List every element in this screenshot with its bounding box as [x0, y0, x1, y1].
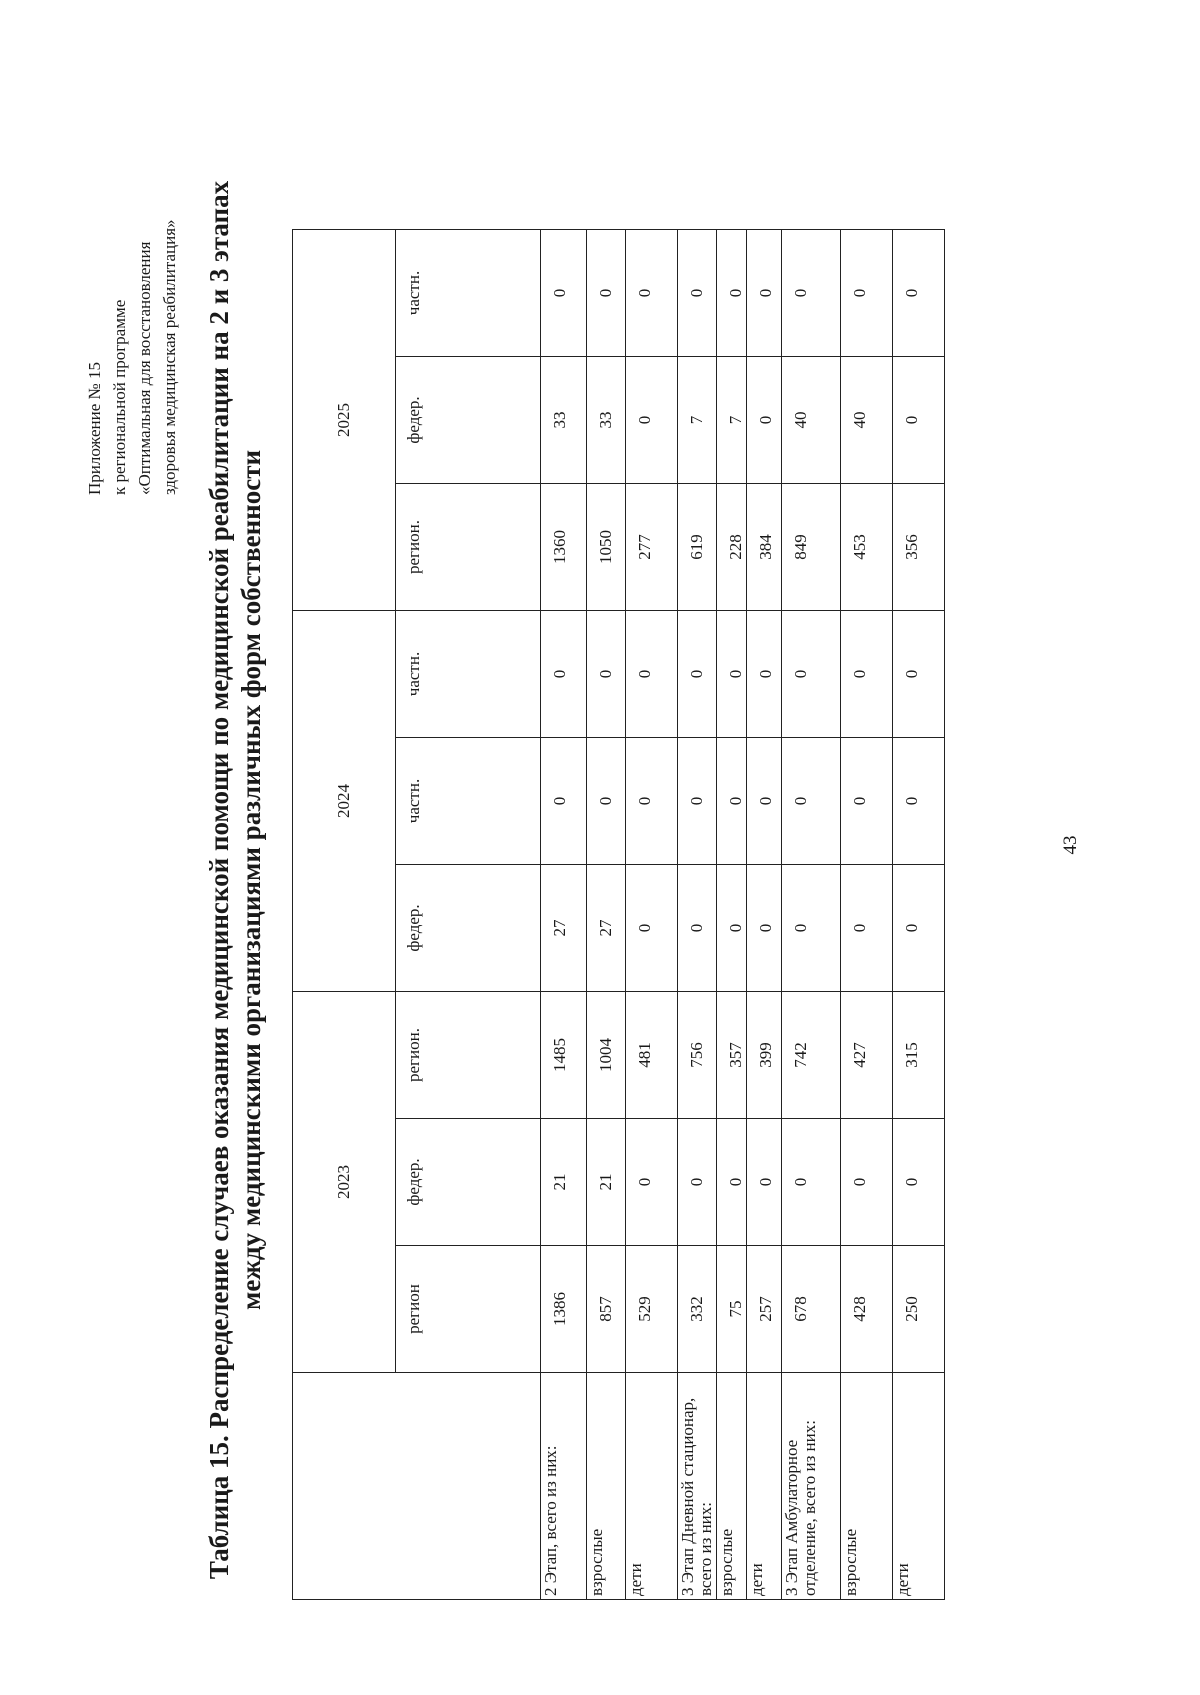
value-cell: 0	[678, 738, 717, 865]
subheader-cell: частн.	[396, 230, 541, 357]
value-cell: 0	[678, 1119, 717, 1246]
value-cell: 0	[717, 1119, 747, 1246]
value-cell: 0	[541, 230, 587, 357]
value-cell: 453	[841, 484, 893, 611]
value-cell: 257	[747, 1246, 782, 1373]
value-cell: 529	[626, 1246, 678, 1373]
value-cell: 0	[747, 611, 782, 738]
value-cell: 0	[747, 738, 782, 865]
value-cell: 21	[587, 1119, 626, 1246]
value-cell: 0	[717, 611, 747, 738]
table-row	[893, 230, 945, 1600]
value-cell: 0	[747, 1119, 782, 1246]
value-cell: 75	[717, 1246, 747, 1373]
row-label: дети	[626, 1373, 678, 1600]
subheader-cell: федер.	[396, 357, 541, 484]
value-cell: 481	[626, 992, 678, 1119]
value-cell: 0	[717, 738, 747, 865]
value-cell: 40	[841, 357, 893, 484]
value-cell: 27	[587, 865, 626, 992]
table-row	[678, 230, 717, 1600]
value-cell: 1360	[541, 484, 587, 611]
appendix-note	[82, 75, 182, 495]
value-cell: 0	[893, 611, 945, 738]
value-cell: 0	[541, 738, 587, 865]
value-cell: 0	[782, 865, 841, 992]
row-label: дети	[747, 1373, 782, 1600]
value-cell: 678	[782, 1246, 841, 1373]
value-cell: 0	[587, 611, 626, 738]
value-cell: 0	[717, 230, 747, 357]
value-cell: 399	[747, 992, 782, 1119]
corner-header-cell	[293, 1373, 541, 1600]
value-cell: 0	[747, 865, 782, 992]
value-cell: 0	[587, 230, 626, 357]
value-cell: 0	[717, 865, 747, 992]
value-cell: 332	[678, 1246, 717, 1373]
value-cell: 0	[841, 865, 893, 992]
value-cell: 427	[841, 992, 893, 1119]
value-cell: 27	[541, 865, 587, 992]
value-cell: 0	[893, 738, 945, 865]
table-body	[541, 230, 945, 1600]
value-cell: 1386	[541, 1246, 587, 1373]
value-cell: 0	[541, 611, 587, 738]
value-cell: 0	[893, 357, 945, 484]
appendix-line: здоровья медицинская реабилитация»	[160, 219, 179, 495]
appendix-line: «Оптимальная для восстановления	[135, 241, 154, 495]
value-cell: 619	[678, 484, 717, 611]
value-cell: 742	[782, 992, 841, 1119]
value-cell: 315	[893, 992, 945, 1119]
value-cell: 849	[782, 484, 841, 611]
value-cell: 0	[587, 738, 626, 865]
value-cell: 0	[747, 230, 782, 357]
value-cell: 384	[747, 484, 782, 611]
table-title-line: Таблица 15. Распределение случаев оказания медицинской помощи по медицинской реабилитации на 2 и 3 этапах	[204, 180, 234, 1580]
value-cell: 0	[782, 1119, 841, 1246]
subheader-cell: регион	[396, 1246, 541, 1373]
value-cell: 428	[841, 1246, 893, 1373]
value-cell: 857	[587, 1246, 626, 1373]
subheader-cell: федер.	[396, 865, 541, 992]
table-title-line: между медицинскими организациями различных форм собственности	[236, 449, 266, 1311]
value-cell: 33	[587, 357, 626, 484]
value-cell: 0	[678, 611, 717, 738]
value-cell: 357	[717, 992, 747, 1119]
table-row	[587, 230, 626, 1600]
subheader-cell: регион.	[396, 992, 541, 1119]
subheader-cell: федер.	[396, 1119, 541, 1246]
appendix-line: Приложение № 15	[85, 362, 104, 495]
value-cell: 1485	[541, 992, 587, 1119]
page-number: 43	[1060, 835, 1081, 855]
row-label: взрослые	[587, 1373, 626, 1600]
value-cell: 0	[626, 1119, 678, 1246]
value-cell: 0	[841, 738, 893, 865]
value-cell: 0	[626, 865, 678, 992]
value-cell: 1050	[587, 484, 626, 611]
table-row	[747, 230, 782, 1600]
value-cell: 21	[541, 1119, 587, 1246]
value-cell: 1004	[587, 992, 626, 1119]
value-cell: 756	[678, 992, 717, 1119]
value-cell: 0	[841, 1119, 893, 1246]
value-cell: 0	[841, 611, 893, 738]
value-cell: 0	[626, 738, 678, 865]
value-cell: 0	[782, 611, 841, 738]
table-row	[626, 230, 678, 1600]
value-cell: 228	[717, 484, 747, 611]
year-header: 2023	[293, 992, 396, 1373]
value-cell: 0	[893, 865, 945, 992]
value-cell: 7	[678, 357, 717, 484]
row-label: взрослые	[717, 1373, 747, 1600]
year-header: 2025	[293, 230, 396, 611]
row-label: взрослые	[841, 1373, 893, 1600]
value-cell: 250	[893, 1246, 945, 1373]
value-cell: 0	[678, 865, 717, 992]
value-cell: 0	[782, 738, 841, 865]
value-cell: 277	[626, 484, 678, 611]
row-label: дети	[893, 1373, 945, 1600]
value-cell: 0	[782, 230, 841, 357]
row-label: 2 Этап, всего из них:	[541, 1373, 587, 1600]
value-cell: 0	[678, 230, 717, 357]
value-cell: 0	[893, 230, 945, 357]
table-row	[541, 230, 587, 1600]
value-cell: 7	[717, 357, 747, 484]
value-cell: 0	[626, 611, 678, 738]
rehabilitation-cases-table	[292, 229, 945, 1600]
table-row	[782, 230, 841, 1600]
value-cell: 0	[893, 1119, 945, 1246]
subheader-cell: частн.	[396, 738, 541, 865]
table-row	[841, 230, 893, 1600]
value-cell: 0	[626, 230, 678, 357]
row-label: 3 Этап Амбулаторное отделение, всего из них:	[782, 1373, 841, 1600]
year-header: 2024	[293, 611, 396, 992]
value-cell: 40	[782, 357, 841, 484]
value-cell: 356	[893, 484, 945, 611]
table-row	[717, 230, 747, 1600]
value-cell: 0	[626, 357, 678, 484]
appendix-line: к региональной программе	[110, 299, 129, 495]
value-cell: 0	[747, 357, 782, 484]
value-cell: 0	[841, 230, 893, 357]
subheader-cell: частн.	[396, 611, 541, 738]
table-title	[203, 145, 267, 1615]
row-label: 3 Этап Дневной стационар, всего из них:	[678, 1373, 717, 1600]
value-cell: 33	[541, 357, 587, 484]
subheader-cell: регион.	[396, 484, 541, 611]
